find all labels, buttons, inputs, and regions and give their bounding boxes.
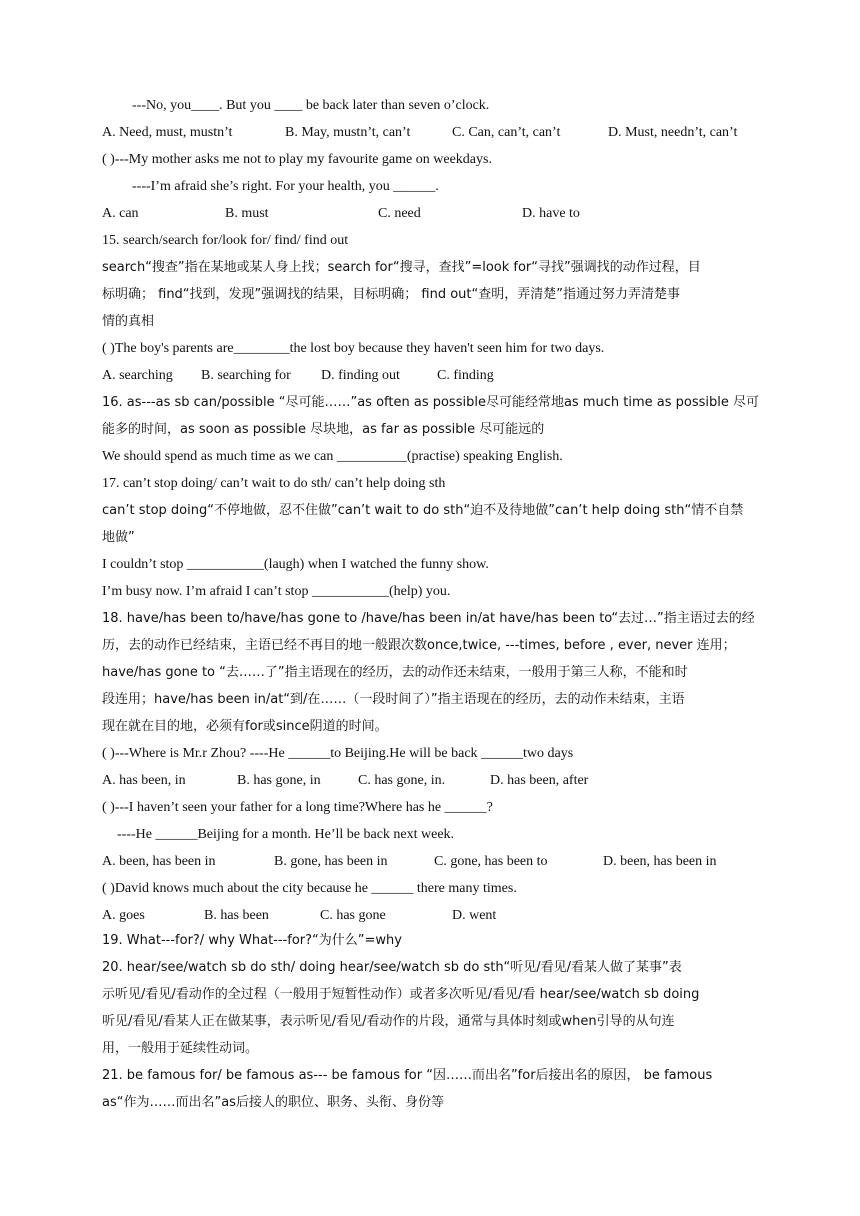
exercise-sentence: I’m busy now. I’m afraid I can’t stop ___________(help) you. xyxy=(102,584,451,599)
question-line: ( )---Where is Mr.r Zhou? ----He ______to Beijing.He will be back ______two days xyxy=(102,746,574,761)
answer-options xyxy=(102,852,762,872)
option-a: A. searching xyxy=(102,368,173,383)
section-heading: 17. can’t stop doing/ can’t wait to do sth/ can’t help doing sth xyxy=(102,476,446,491)
option-c: C. finding xyxy=(437,368,494,383)
option-d: D. has been, after xyxy=(490,773,589,788)
option-c: C. has gone xyxy=(320,908,386,923)
option-b: B. has been xyxy=(204,908,269,923)
option-b: B. has gone, in xyxy=(237,773,321,788)
explanation-text: 地做” xyxy=(102,530,135,545)
answer-options xyxy=(102,771,762,791)
explanation-text: have/has gone to “去……了”指主语现在的经历，去的动作还未结束，一般用于第三人称，不能和时 xyxy=(102,665,688,680)
option-a: A. can xyxy=(102,206,139,221)
answer-options xyxy=(102,366,762,386)
question-line: ---No, you____. But you ____ be back later than seven o’clock. xyxy=(132,98,490,113)
option-b: B. must xyxy=(225,206,269,221)
option-c: C. Can, can’t, can’t xyxy=(452,125,561,140)
question-line: ----I’m afraid she’s right. For your health, you ______. xyxy=(132,179,439,194)
explanation-text: 现在就在目的地，必须有for或since阴道的时间。 xyxy=(102,719,388,734)
explanation-text: 段连用；have/has been in/at“到/在……（一段时间了）”指主语现在的经历，去的动作未结束，主语 xyxy=(102,692,685,707)
answer-options xyxy=(102,204,762,224)
section-heading: 21. be famous for/ be famous as--- be famous for “因……而出名”for后接出名的原因， be famous xyxy=(102,1068,713,1083)
explanation-text: as“作为……而出名”as后接人的职位、职务、头衔、身份等 xyxy=(102,1095,444,1110)
explanation-text: search“搜查”指在某地或某人身上找；search for“搜寻，查找”=look for“寻找”强调找的动作过程，目 xyxy=(102,260,701,275)
option-b: B. May, mustn’t, can’t xyxy=(285,125,411,140)
exercise-sentence: We should spend as much time as we can __________(practise) speaking English. xyxy=(102,449,563,464)
question-line: ( )The boy's parents are________the lost boy because they haven't seen him for two days. xyxy=(102,341,605,356)
section-heading: 20. hear/see/watch sb do sth/ doing hear/see/watch sb do sth“听见/看见/看某人做了某事”表 xyxy=(102,960,682,975)
option-a: A. goes xyxy=(102,908,145,923)
option-b: B. searching for xyxy=(201,368,291,383)
option-c: C. gone, has been to xyxy=(434,854,548,869)
explanation-text: 能多的时间，as soon as possible 尽块地，as far as possible 尽可能远的 xyxy=(102,422,545,437)
option-a: A. been, has been in xyxy=(102,854,216,869)
explanation-text: 用，一般用于延续性动词。 xyxy=(102,1041,259,1056)
option-b: B. gone, has been in xyxy=(274,854,388,869)
question-line: ----He ______Beijing for a month. He’ll be back next week. xyxy=(117,827,455,842)
option-c: C. has gone, in. xyxy=(358,773,446,788)
explanation-text: can’t stop doing“不停地做，忍不住做”can’t wait to do sth“迫不及待地做”can’t help doing sth“情不自禁 xyxy=(102,503,744,518)
section-heading: 18. have/has been to/have/has gone to /have/has been in/at have/has been to“去过…”指主语过去的经 xyxy=(102,611,755,626)
option-d: D. went xyxy=(452,908,497,923)
option-d: D. finding out xyxy=(321,368,400,383)
option-d: D. Must, needn’t, can’t xyxy=(608,125,738,140)
explanation-text: 历，去的动作已经结束，主语已经不再目的地一般跟次数once,twice, ---times, before , ever, never 连用； xyxy=(102,638,736,653)
exercise-sentence: I couldn’t stop ___________(laugh) when I watched the funny show. xyxy=(102,557,489,572)
option-a: A. Need, must, mustn’t xyxy=(102,125,233,140)
question-line: ( )---My mother asks me not to play my favourite game on weekdays. xyxy=(102,152,492,167)
option-d: D. have to xyxy=(522,206,580,221)
question-line: ( )---I haven’t seen your father for a long time?Where has he ______? xyxy=(102,800,493,815)
explanation-text: 听见/看见/看某人正在做某事，表示听见/看见/看动作的片段，通常与具体时刻或when引导的从句连 xyxy=(102,1014,675,1029)
question-line: ( )David knows much about the city because he ______ there many times. xyxy=(102,881,517,896)
section-heading: 15. search/search for/look for/ find/ find out xyxy=(102,233,349,248)
option-d: D. been, has been in xyxy=(603,854,717,869)
section-heading: 19. What---for?/ why What---for?“为什么”=why xyxy=(102,933,402,948)
section-heading: 16. as---as sb can/possible “尽可能……”as often as possible尽可能经常地as much time as possible 尽可 xyxy=(102,395,759,410)
option-a: A. has been, in xyxy=(102,773,186,788)
explanation-text: 情的真相 xyxy=(102,314,155,329)
explanation-text: 标明确； find“找到，发现”强调找的结果，目标明确； find out“查明，弄清楚”指通过努力弄清楚事 xyxy=(102,287,680,302)
answer-options xyxy=(102,906,762,926)
answer-options xyxy=(102,123,762,143)
explanation-text: 示听见/看见/看动作的全过程（一般用于短暂性动作）或者多次听见/看见/看 hear/see/watch sb doing xyxy=(102,987,700,1002)
option-c: C. need xyxy=(378,206,421,221)
